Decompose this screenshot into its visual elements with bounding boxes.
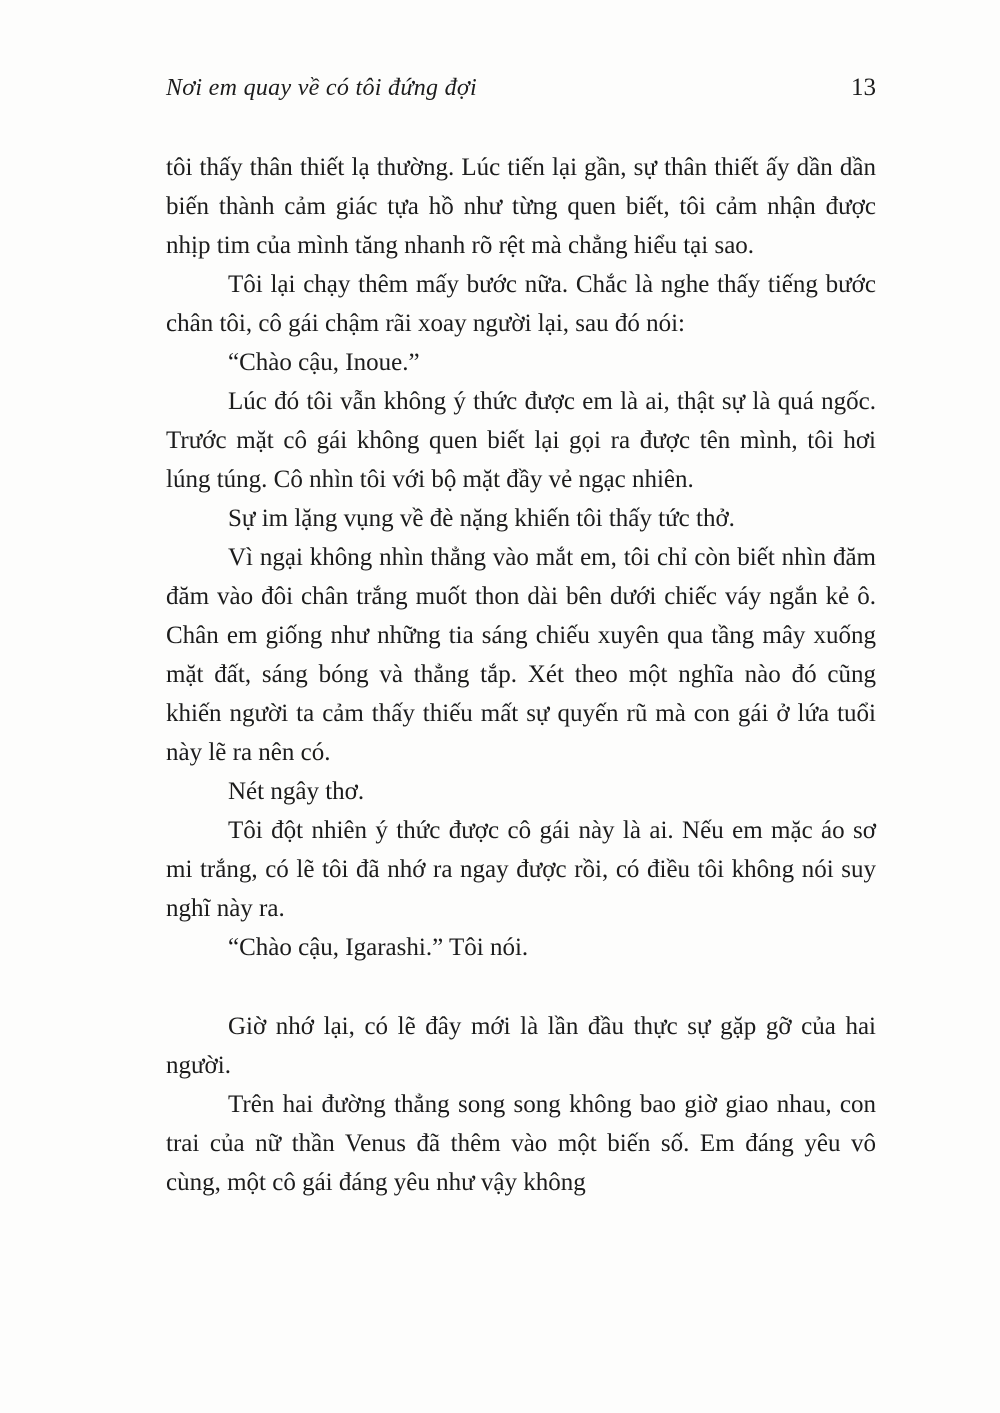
paragraph: Sự im lặng vụng về đè nặng khiến tôi thấy tức thở. [228,505,735,532]
paragraph: “Chào cậu, Igarashi.” Tôi nói. [228,934,529,961]
page-number: 13 [851,74,876,101]
paragraph: Nét ngây thơ. [228,778,365,805]
running-title: Nơi em quay về có tôi đứng đợi [166,75,477,101]
paragraph: Lúc đó tôi vẫn không ý thức được em là ai, thật sự là quá ngốc. Trước mặt cô gái không quen biết lại gọi ra được tên mình, tôi hơi lúng túng. Cô nhìn tôi với bộ mặt đầy vẻ ngạc nhiên. [166,388,876,493]
page-header [166,74,876,102]
paragraph: tôi thấy thân thiết lạ thường. Lúc tiến lại gần, sự thân thiết ấy dần dần biến thành cảm giác tựa hồ như từng quen biết, tôi cảm nhận được nhịp tim của mình tăng nhanh rõ rệt mà chẳng hiểu tại sao. [166,154,876,259]
paragraph: Tôi lại chạy thêm mấy bước nữa. Chắc là nghe thấy tiếng bước chân tôi, cô gái chậm rãi xoay người lại, sau đó nói: [166,271,876,337]
paragraph: Vì ngại không nhìn thẳng vào mắt em, tôi chỉ còn biết nhìn đăm đăm vào đôi chân trắng muốt thon dài bên dưới chiếc váy ngắn kẻ ô. Chân em giống như những tia sáng chiếu xuyên qua tầng mây xuống mặt đất, sáng bóng và thẳng tắp. Xét theo một nghĩa nào đó cũng khiến người ta cảm thấy thiếu mất sự quyến rũ mà con gái ở lứa tuổi này lẽ ra nên có. [166,544,876,766]
paragraph: “Chào cậu, Inoue.” [228,349,420,376]
paragraph: Giờ nhớ lại, có lẽ đây mới là lần đầu thực sự gặp gỡ của hai người. [166,1013,876,1079]
paragraph: Tôi đột nhiên ý thức được cô gái này là ai. Nếu em mặc áo sơ mi trắng, có lẽ tôi đã nhớ ra ngay được rồi, có điều tôi không nói suy nghĩ này ra. [166,817,876,922]
paragraph: Trên hai đường thẳng song song không bao giờ giao nhau, con trai của nữ thần Venus đã thêm vào một biến số. Em đáng yêu vô cùng, một cô gái đáng yêu như vậy không [166,1091,876,1196]
body-text [166,148,876,1202]
